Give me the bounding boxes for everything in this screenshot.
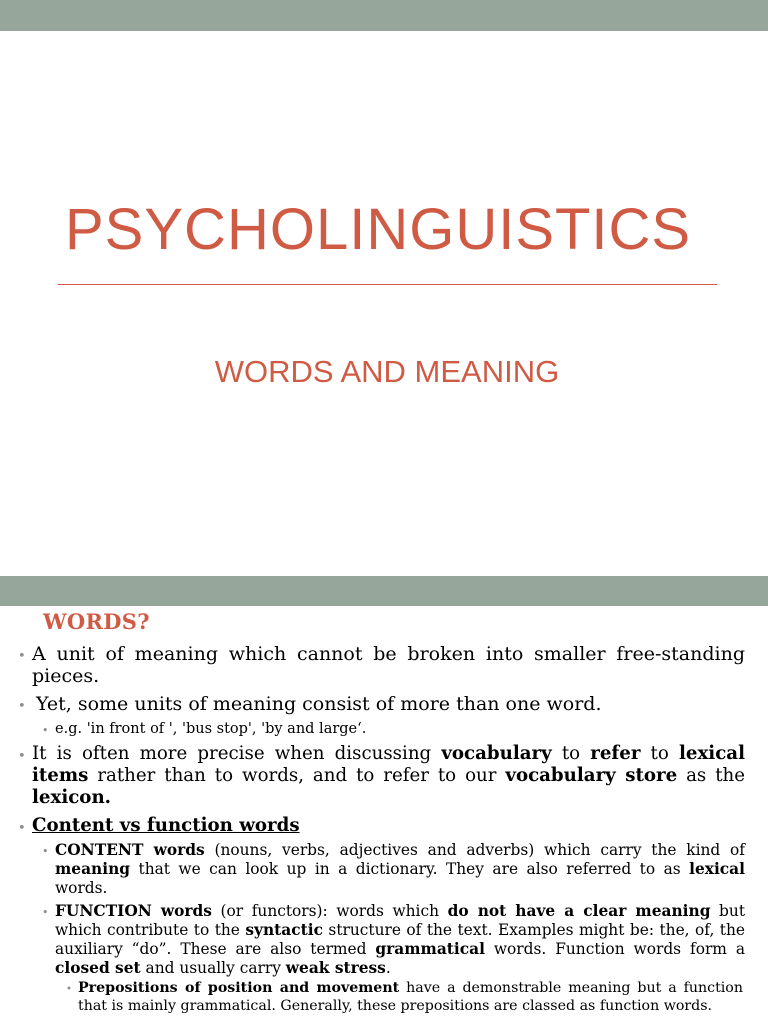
top-slide-border (0, 0, 768, 31)
term-prepositions: Prepositions of position and movement (78, 980, 400, 996)
multiword-text: Yet, some units of meaning consist of more than one word. (36, 693, 602, 715)
bullet-icon: • (18, 821, 26, 836)
bullet-icon: • (42, 906, 49, 919)
bullet-content-words (42, 841, 745, 898)
term-lexical-items: lexical items (32, 743, 745, 786)
bullet-icon: • (18, 649, 26, 664)
content-slide (0, 606, 768, 1024)
slide-title: PSYCHOLINGUISTICS (65, 197, 692, 262)
bullet-lexicon (18, 743, 745, 809)
function-words-text: structure of the text. Examples might be: the, of, the auxiliary “do”. These are also termed (55, 921, 746, 958)
bullet-function-words (42, 902, 746, 978)
function-words-text: . (385, 959, 391, 977)
term-lexical: lexical (689, 860, 745, 878)
lexicon-text: to (551, 743, 591, 764)
bullet-prepositions (66, 980, 743, 1015)
slide-separator (0, 576, 768, 606)
term-syntactic: syntactic (245, 921, 323, 939)
bullet-icon: • (18, 699, 26, 714)
content-words-text: that we can look up in a dictionary. They are also referred to as (130, 860, 690, 878)
bullet-icon: • (18, 749, 26, 764)
lexicon-text: rather than to words, and to refer to our (88, 765, 506, 786)
lexicon-text: It is often more precise when discussing (32, 743, 442, 764)
definition-text: A unit of meaning which cannot be broken into smaller free-standing pieces. (32, 643, 745, 687)
function-words-text: words. Function words form a (484, 940, 745, 958)
prepositions-text: have a demonstrable meaning but a function that is mainly grammatical. Generally, these prepositions are classed as function words. (78, 980, 743, 1014)
title-divider (58, 284, 717, 285)
bullet-multiword (18, 693, 749, 715)
term-meaning: meaning (55, 860, 131, 878)
slide-subtitle: WORDS AND MEANING (214, 354, 560, 389)
content-words-text: words. (55, 879, 108, 897)
bullet-definition (18, 643, 745, 687)
bullet-icon: • (42, 845, 49, 858)
bullet-icon: • (42, 724, 49, 737)
term-vocabulary-store: vocabulary store (505, 765, 678, 786)
bullet-example (42, 720, 745, 739)
term-closed-set: closed set (55, 959, 141, 977)
function-words-text: but which contribute to the (55, 902, 746, 939)
title-slide (0, 31, 768, 576)
section-heading: Content vs function words (32, 815, 300, 836)
term-weak-stress: weak stress (285, 959, 386, 977)
term-refer: refer (590, 743, 641, 764)
function-words-text: (or functors): words which (211, 902, 448, 920)
lexicon-text: to (640, 743, 679, 764)
bullet-icon: • (66, 984, 72, 995)
term-vocabulary: vocabulary (441, 743, 552, 764)
example-text: e.g. 'in front of ', 'bus stop', 'by and large‘. (55, 721, 367, 737)
term-lexicon: lexicon. (32, 787, 111, 808)
term-no-clear-meaning: do not have a clear meaning (447, 902, 711, 920)
content-words-text: (nouns, verbs, adjectives and adverbs) which carry the kind of (204, 841, 745, 859)
slide-heading: WORDS? (43, 609, 150, 634)
term-content-words: CONTENT words (55, 841, 205, 859)
bullet-content-vs-function (18, 815, 745, 837)
term-function-words: FUNCTION words (55, 902, 212, 920)
lexicon-text: as the (677, 765, 745, 786)
term-grammatical: grammatical (375, 940, 485, 958)
function-words-text: and usually carry (140, 959, 286, 977)
